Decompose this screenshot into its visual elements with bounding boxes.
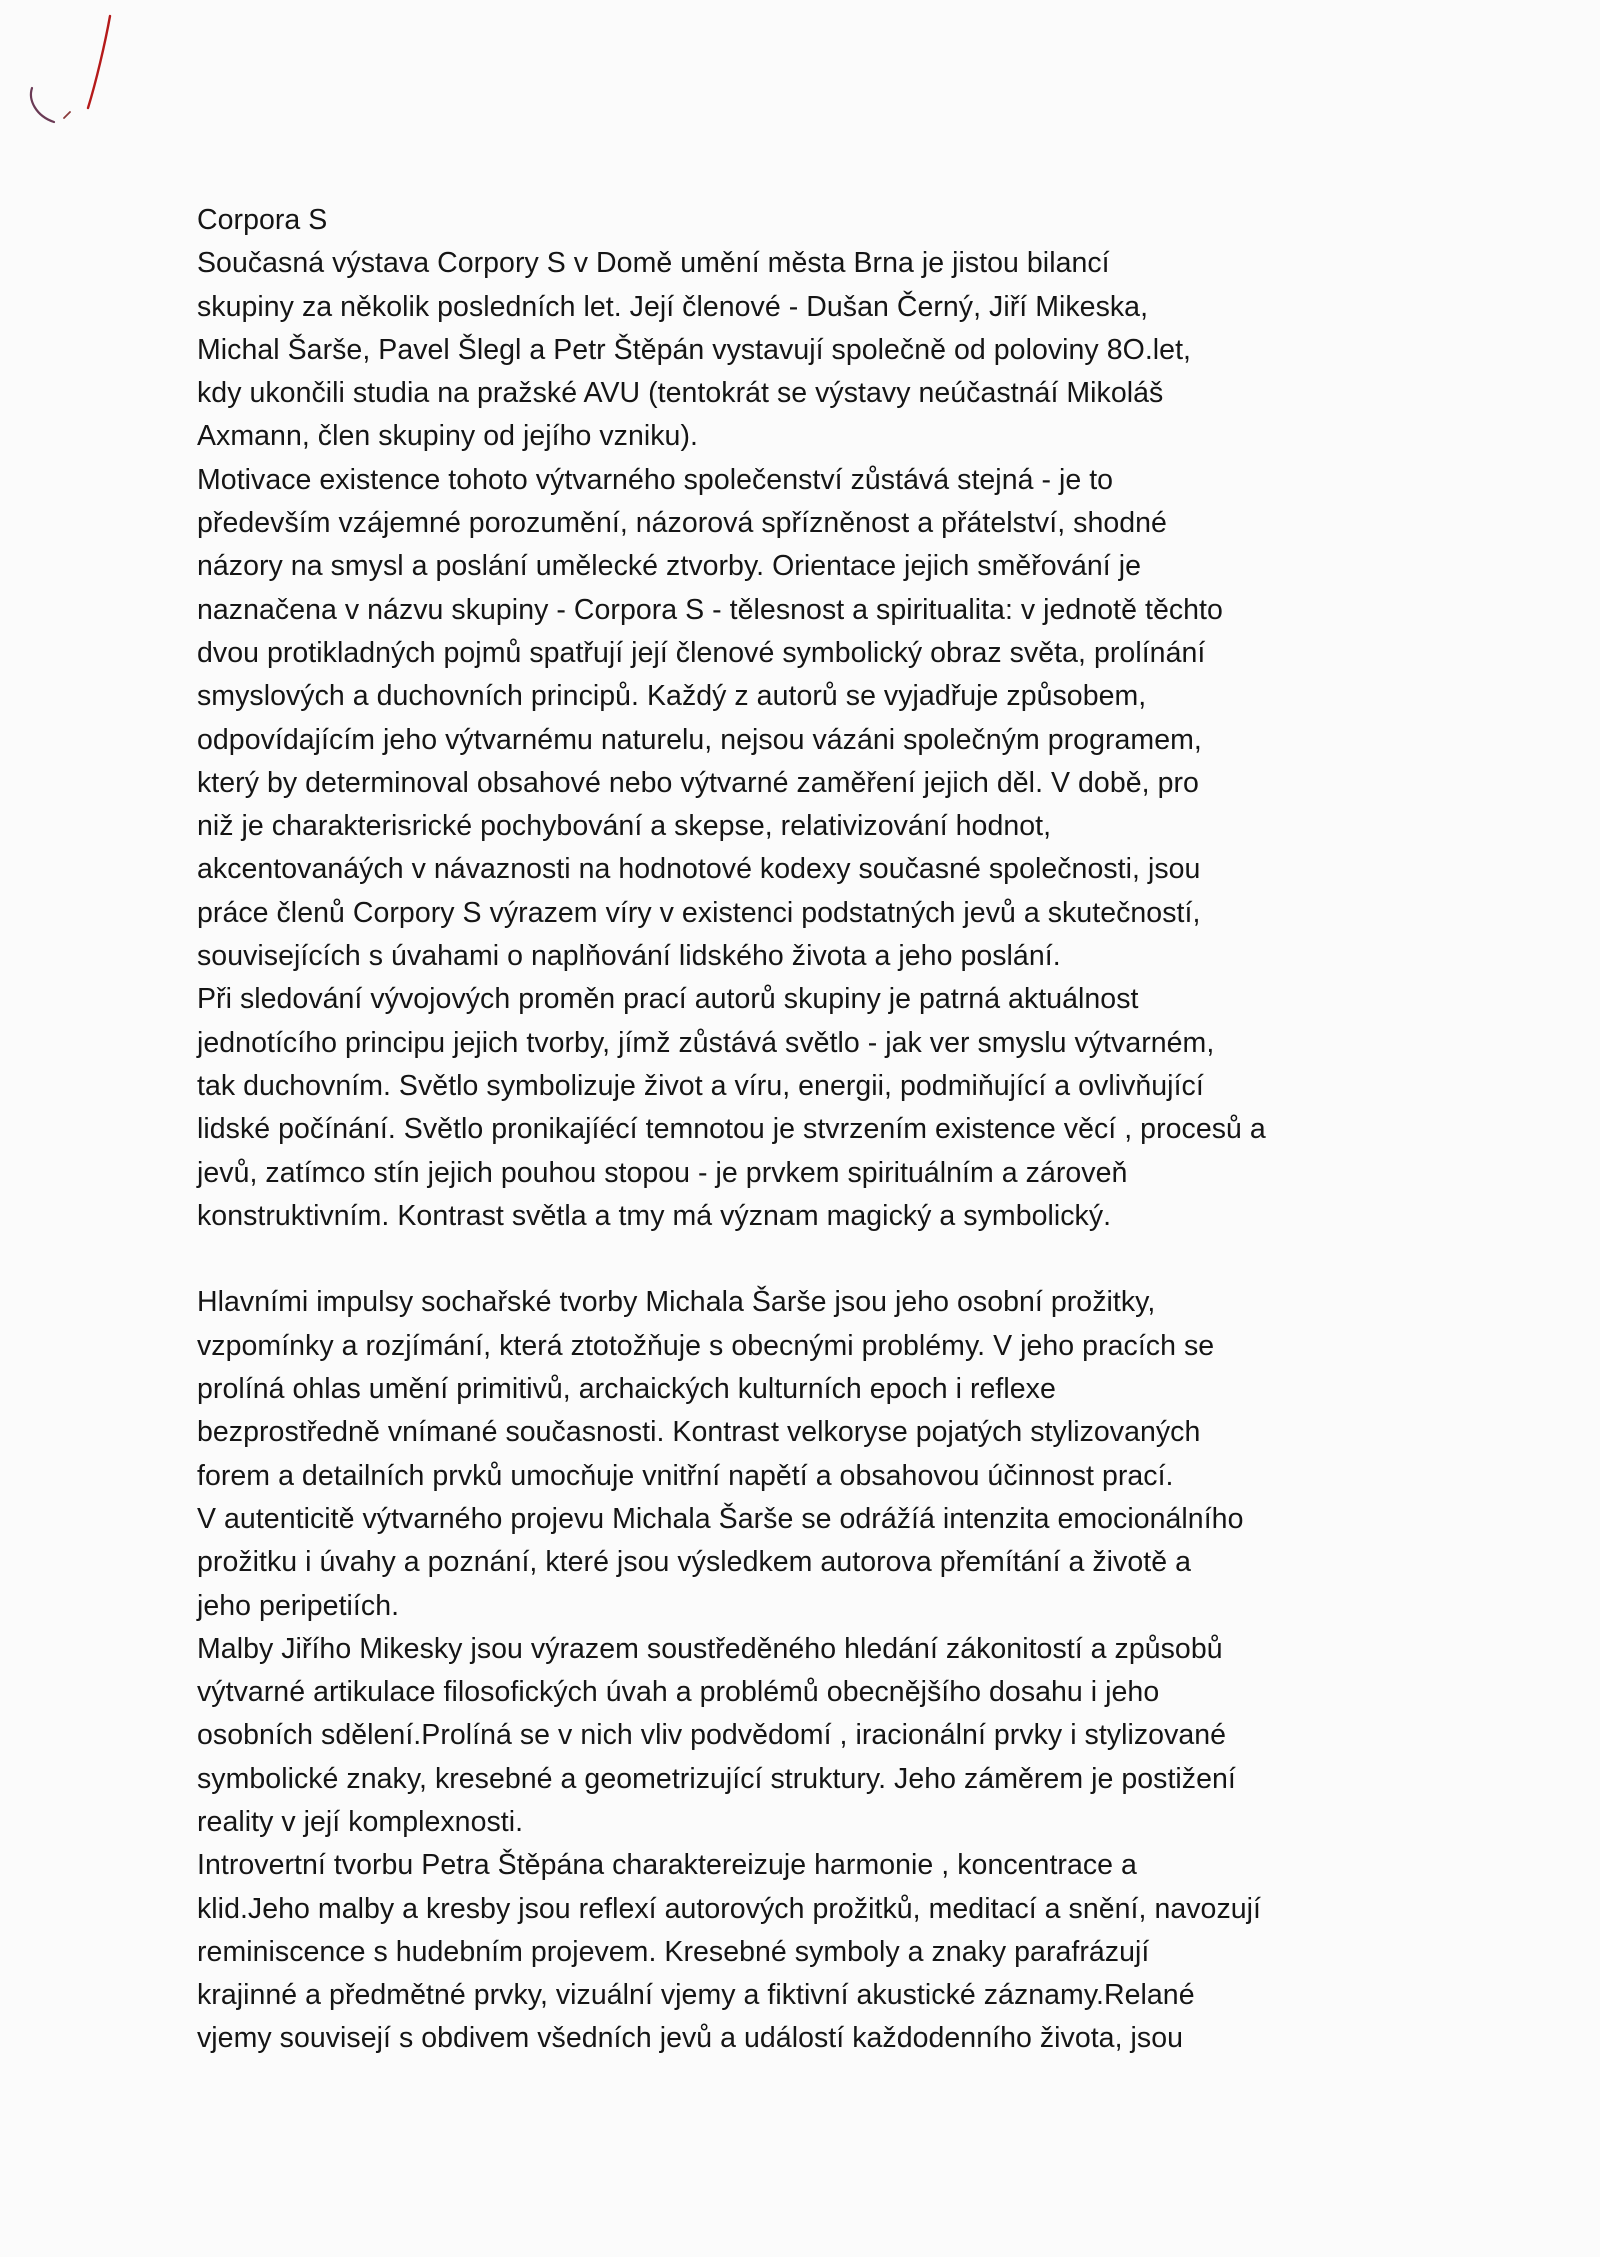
text-line: symbolické znaky, kresebné a geometrizující struktury. Jeho záměrem je postižení (197, 1762, 1236, 1795)
text-line: kdy ukončili studia na pražské AVU (tentokrát se výstavy neúčastnáí Mikoláš (197, 377, 1164, 410)
text-line: souvisejících s úvahami o naplňování lidského života a jeho poslání. (197, 940, 1061, 973)
text-line: naznačena v názvu skupiny - Corpora S - tělesnost a spiritualita: v jednotě těchto (197, 593, 1223, 626)
text-line: niž je charakterisrické pochybování a skepse, relativizování hodnot, (197, 810, 1052, 843)
text-line: názory na smysl a poslání umělecké ztvorby. Orientace jejich směřování je (197, 550, 1142, 583)
document-body (197, 199, 1497, 2061)
text-line: klid.Jeho malby a kresby jsou reflexí autorových prožitků, meditací a snění, navozují (197, 1892, 1262, 1925)
document-title: Corpora S (197, 204, 328, 236)
text-line: reality v její komplexnosti. (197, 1805, 524, 1838)
text-line: konstruktivním. Kontrast světla a tmy má význam magický a symbolický. (197, 1199, 1112, 1232)
text-line: reminiscence s hudebním projevem. Kresebné symboly a znaky parafrázují (197, 1935, 1150, 1968)
text-line: dvou protikladných pojmů spatřují její členové symbolický obraz světa, prolínání (197, 636, 1206, 669)
text-line: vjemy souvisejí s obdivem všedních jevů a událostí každodenního života, jsou (197, 2022, 1184, 2055)
text-line: skupiny za několik posledních let. Její členové - Dušan Černý, Jiří Mikeska, (197, 290, 1149, 323)
text-line: práce členů Corpory S výrazem víry v existenci podstatných jevů a skutečností, (197, 896, 1201, 929)
text-line: odpovídajícím jeho výtvarnému naturelu, nejsou vázáni společným programem, (197, 723, 1202, 756)
text-line: Současná výstava Corpory S v Domě umění města Brna je jistou bilancí (197, 247, 1110, 280)
text-line: V autenticitě výtvarného projevu Michala Šarše se odrážíá intenzita emocionálního (197, 1502, 1244, 1535)
text-line: výtvarné artikulace filosofických úvah a problémů obecnějšího dosahu i jeho (197, 1676, 1160, 1709)
text-line: prožitku i úvahy a poznání, které jsou výsledkem autorova přemítání a životě a (197, 1546, 1191, 1579)
text-line: jednotícího principu jejich tvorby, jímž zůstává světlo - jak ver smyslu výtvarném, (197, 1026, 1215, 1059)
text-line: lidské počínání. Světlo pronikajíécí temnotou je stvrzením existence věcí , procesů a (197, 1113, 1266, 1146)
text-line: Hlavními impulsy sochařské tvorby Michala Šarše jsou jeho osobní prožitky, (197, 1286, 1156, 1319)
text-line: Malby Jiřího Mikesky jsou výrazem soustředěného hledání zákonitostí a způsobů (197, 1632, 1223, 1665)
text-line: Michal Šarše, Pavel Šlegl a Petr Štěpán vystavují společně od poloviny 8O.let, (197, 333, 1192, 366)
text-line: tak duchovním. Světlo symbolizuje život a víru, energii, podmiňující a ovlivňující (197, 1069, 1204, 1102)
text-line: akcentovanáých v návaznosti na hodnotové kodexy současné společnosti, jsou (197, 853, 1201, 886)
text-line: Motivace existence tohoto výtvarného společenství zůstává stejná - je to (197, 463, 1114, 496)
text-line: bezprostředně vnímané současnosti. Kontrast velkoryse pojatých stylizovaných (197, 1416, 1201, 1449)
text-line: jeho peripetiích. (197, 1589, 400, 1622)
text-line: vzpomínky a rozjímání, která ztotožňuje s obecnými problémy. V jeho pracích se (197, 1329, 1215, 1362)
text-line: Introvertní tvorbu Petra Štěpána charaktereizuje harmonie , koncentrace a (197, 1849, 1137, 1882)
text-line: jevů, zatímco stín jejich pouhou stopou - je prvkem spirituálním a zároveň (197, 1156, 1128, 1189)
text-line: forem a detailních prvků umocňuje vnitřní napětí a obsahovou účinnost prací. (197, 1459, 1174, 1492)
text-line: krajinné a předmětné prvky, vizuální vjemy a fiktivní akustické záznamy.Relané (197, 1979, 1195, 2012)
text-line: který by determinoval obsahové nebo výtvarné zaměření jejich děl. V době, pro (197, 766, 1199, 799)
text-line: smyslových a duchovních principů. Každý z autorů se vyjadřuje způsobem, (197, 680, 1147, 713)
handwritten-pen-mark (14, 4, 124, 144)
paragraph-gap (197, 1238, 1497, 1281)
text-line: Při sledování vývojových proměn prací autorů skupiny je patrná aktuálnost (197, 983, 1139, 1016)
text-line: především vzájemné porozumění, názorová spřízněnost a přátelství, shodné (197, 507, 1167, 540)
text-line: osobních sdělení.Prolíná se v nich vliv podvědomí , iracionální prvky i stylizované (197, 1719, 1227, 1752)
text-line: prolíná ohlas umění primitivů, archaických kulturních epoch i reflexe (197, 1373, 1056, 1406)
text-line: Axmann, člen skupiny od jejího vzniku). (197, 420, 698, 453)
